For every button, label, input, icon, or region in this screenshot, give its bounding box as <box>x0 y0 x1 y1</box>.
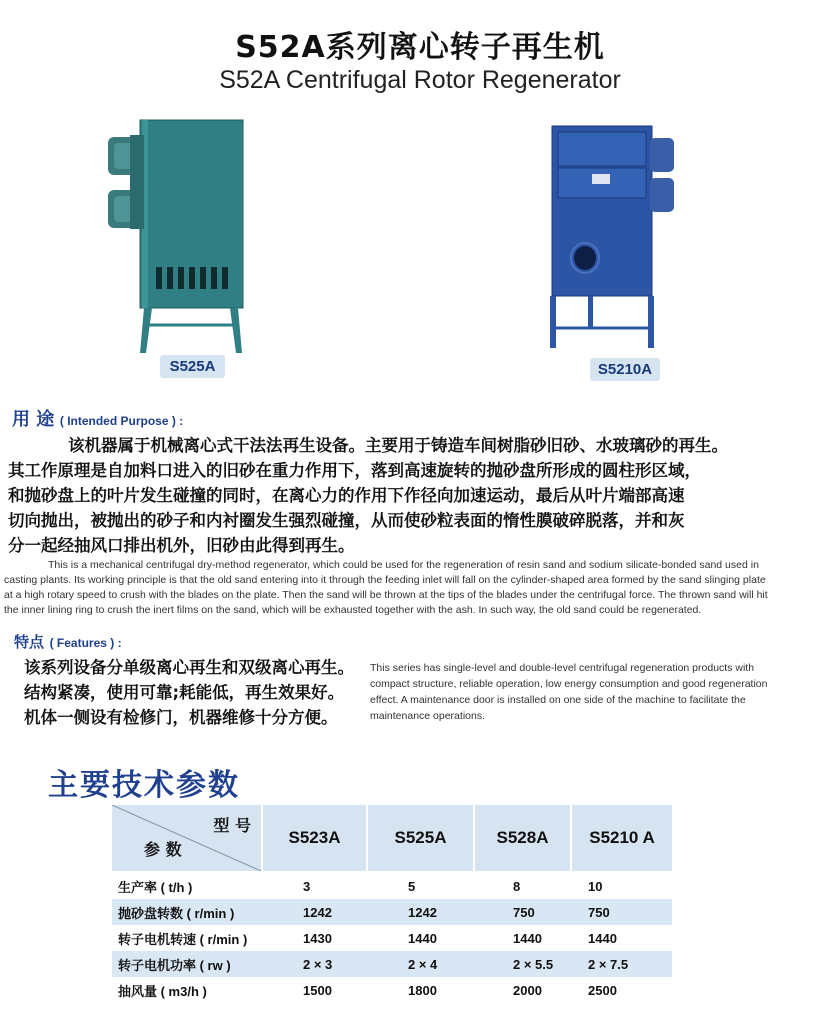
param-value: 10 <box>566 873 672 899</box>
features-en-line: effect. A maintenance door is installed on one side of the machine to facilitate the <box>370 694 746 706</box>
param-value: 8 <box>471 873 566 899</box>
params-table <box>112 805 672 1003</box>
param-value: 750 <box>566 899 672 925</box>
table-row <box>112 977 672 1003</box>
photo-label-s5210a: S5210A <box>590 358 660 381</box>
param-value: 2 × 3 <box>261 951 366 977</box>
param-value: 2500 <box>566 977 672 1003</box>
purpose-cn-line: 和抛砂盘上的叶片发生碰撞的同时，在离心力的作用下作径向加速运动，最后从叶片端部高速 <box>8 486 685 505</box>
corner-param-label: 参 数 <box>144 840 182 859</box>
purpose-heading <box>12 405 183 431</box>
features-en-paragraph <box>370 660 810 724</box>
purpose-cn-line: 分一起经抽风口排出机外，旧砂由此得到再生。 <box>8 536 355 555</box>
param-name: 生产率 ( t/h ) <box>112 873 261 899</box>
features-en-line: maintenance operations. <box>370 710 485 722</box>
features-cn-line: 结构紧凑，使用可靠;耗能低，再生效果好。 <box>24 683 345 702</box>
regenerator-s525a-image <box>100 115 250 355</box>
features-cn-line: 该系列设备分单级离心再生和双级离心再生。 <box>24 658 354 677</box>
model-header-s523a: S523A <box>263 805 368 871</box>
table-row <box>112 873 672 899</box>
model-header-s528a: S528A <box>475 805 572 871</box>
param-value: 1800 <box>366 977 471 1003</box>
page-title-cn: S52A系列离心转子再生机 <box>235 30 605 65</box>
features-heading <box>14 631 122 652</box>
photo-label-s525a: S525A <box>160 355 225 378</box>
param-value: 2 × 5.5 <box>471 951 566 977</box>
purpose-heading-en: ( Intended Purpose ) : <box>59 414 184 428</box>
features-en-line: compact structure, reliable operation, low energy consumption and good regeneration <box>370 678 768 690</box>
param-name: 抛砂盘转数 ( r/min ) <box>112 899 261 925</box>
table-row <box>112 899 672 925</box>
params-header-row <box>112 805 672 871</box>
params-body <box>112 873 672 1003</box>
param-name: 抽风量 ( m3/h ) <box>112 977 261 1003</box>
params-title: 主要技术参数 <box>48 768 240 803</box>
purpose-en-line: This is a mechanical centrifugal dry-method regenerator, which could be used for the regeneration of resin sand and sodium silicate-bonded sand used in <box>48 559 759 571</box>
model-header-s5210a: S5210 A <box>572 805 672 871</box>
corner-model-label: 型 号 <box>213 816 251 835</box>
purpose-en-paragraph <box>0 558 840 618</box>
purpose-en-line: casting plants. Its working principle is that the old sand entering into it through the feeding inlet will fall on the cylinder-shaped area formed by the sand slinging plate <box>4 574 766 586</box>
features-cn-line: 机体一侧设有检修门，机器维修十分方便。 <box>24 708 338 727</box>
param-value: 2000 <box>471 977 566 1003</box>
purpose-cn-line: 其工作原理是自加料口进入的旧砂在重力作用下，落到高速旋转的抛砂盘所形成的圆柱形区域， <box>8 461 701 480</box>
param-value: 2 × 4 <box>366 951 471 977</box>
purpose-en-line: at a high rotary speed to crush with the blades on the plate. Then the sand will be thrown at the tips of the blades under the centrifugal force. The thrown sand will hit <box>4 589 768 601</box>
model-header-s525a: S525A <box>368 805 475 871</box>
regenerator-s5210a-image <box>540 118 680 353</box>
param-value: 750 <box>471 899 566 925</box>
param-value: 1440 <box>471 925 566 951</box>
params-corner-cell <box>112 805 263 871</box>
param-value: 1440 <box>366 925 471 951</box>
photo-s5210a <box>540 118 680 353</box>
features-en-line: This series has single-level and double-level centrifugal regeneration products with <box>370 662 755 674</box>
photo-s525a <box>100 115 250 355</box>
table-row <box>112 951 672 977</box>
purpose-en-line: the inner lining ring to crush the inert films on the sand, which will be exhausted together with the ash. In such way, the old sand could be regenerated. <box>4 604 702 616</box>
param-value: 1242 <box>261 899 366 925</box>
purpose-heading-cn: 用 途 <box>12 409 55 430</box>
param-name: 转子电机转速 ( r/min ) <box>112 925 261 951</box>
features-heading-en: ( Features ) : <box>49 636 122 650</box>
purpose-cn-line: 该机器属于机械离心式干法法再生设备。主要用于铸造车间树脂砂旧砂、水玻璃砂的再生。 <box>68 436 728 455</box>
purpose-cn-line: 切向抛出，被抛出的砂子和内衬圈发生强烈碰撞，从而使砂粒表面的惰性膜破碎脱落，并和灰 <box>8 511 685 530</box>
features-heading-cn: 特点 <box>14 633 45 651</box>
page-title-en: S52A Centrifugal Rotor Regenerator <box>219 66 621 94</box>
table-row <box>112 925 672 951</box>
param-name: 转子电机功率 ( rw ) <box>112 951 261 977</box>
param-value: 1440 <box>566 925 672 951</box>
features-cn-paragraph <box>24 655 369 730</box>
param-value: 1430 <box>261 925 366 951</box>
param-value: 3 <box>261 873 366 899</box>
purpose-cn-paragraph <box>0 433 840 558</box>
param-value: 1500 <box>261 977 366 1003</box>
param-value: 2 × 7.5 <box>566 951 672 977</box>
param-value: 1242 <box>366 899 471 925</box>
param-value: 5 <box>366 873 471 899</box>
